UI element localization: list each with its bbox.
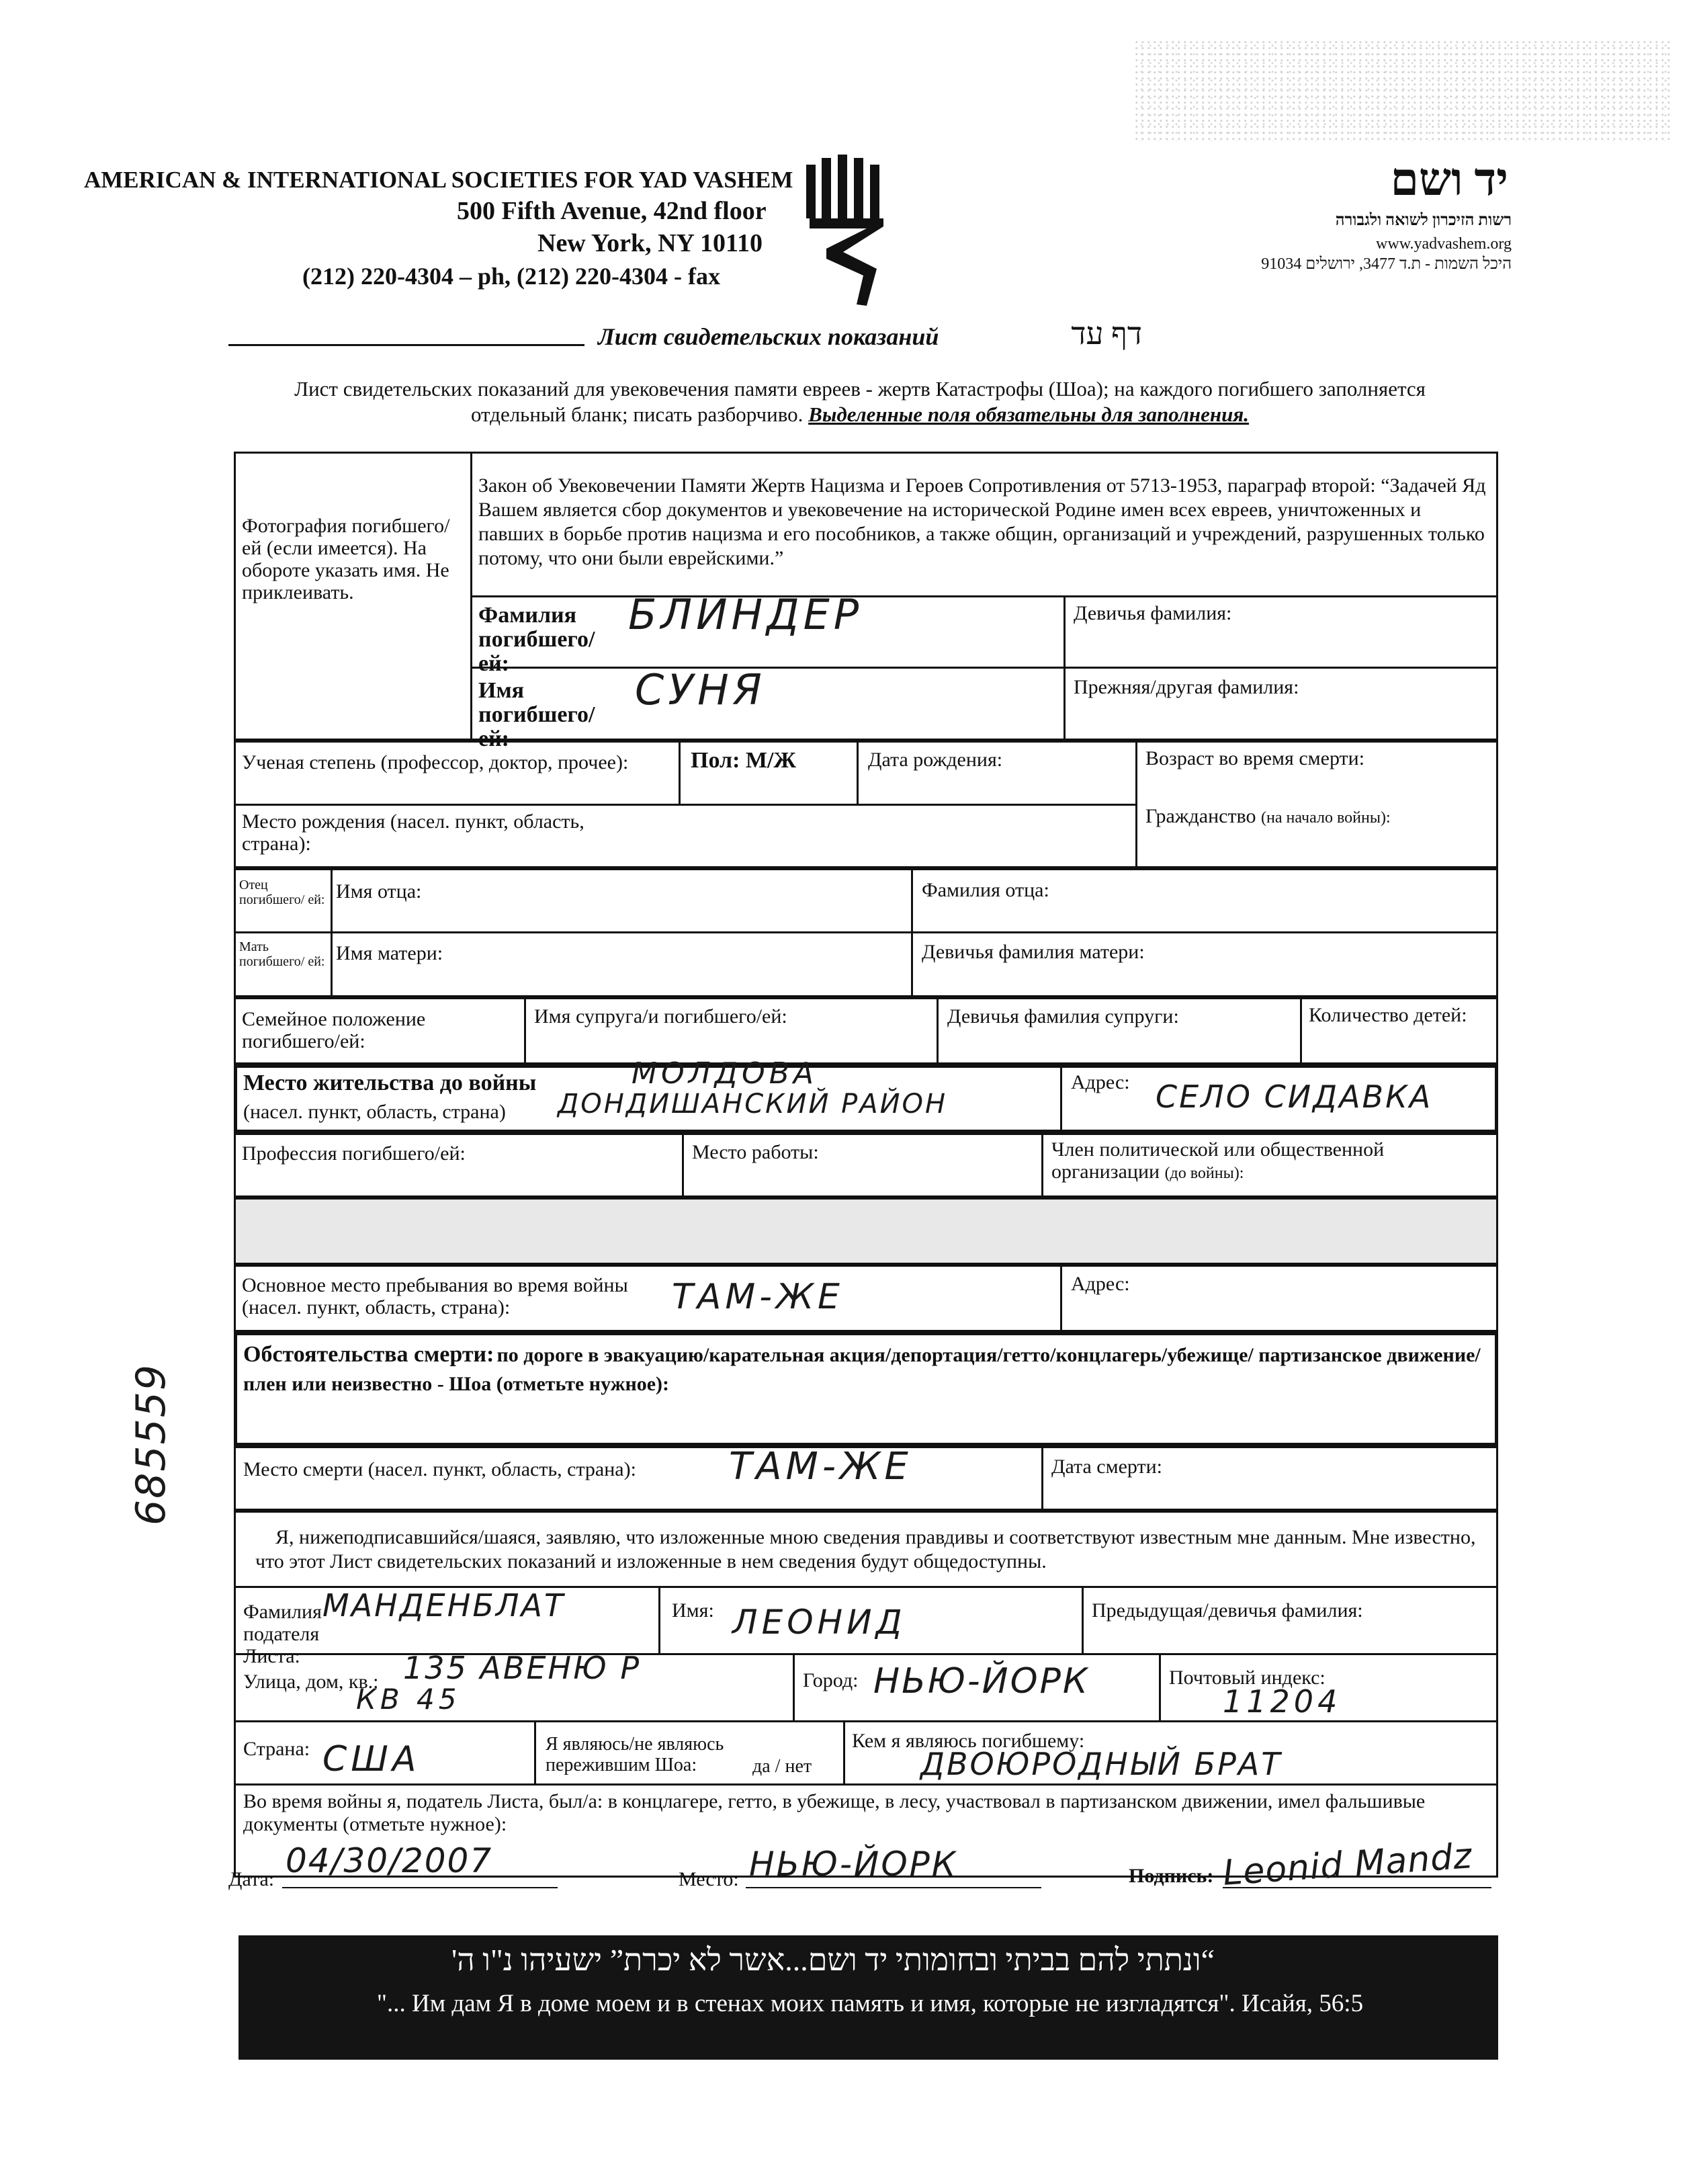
death-divider xyxy=(1041,1446,1043,1511)
first-name-label: Имя погибшего/ей: xyxy=(478,678,595,751)
circumstances xyxy=(243,1343,1486,1400)
birth-rule xyxy=(234,804,1135,806)
submitter-name-value[interactable]: ЛЕОНИД xyxy=(732,1603,906,1642)
date-label: Дата: xyxy=(228,1868,275,1890)
date-value[interactable]: 04/30/2007 xyxy=(286,1841,493,1880)
death-place-label: Место смерти (насел. пункт, область, страна): xyxy=(243,1458,636,1480)
prev-name-label: Прежняя/другая фамилия: xyxy=(1074,676,1299,698)
org-address-line2: New York, NY 10110 xyxy=(537,229,763,257)
degree-label: Ученая степень (профессор, доктор, прочее): xyxy=(242,751,629,773)
submitter-divider-1 xyxy=(658,1586,660,1653)
gender-divider xyxy=(857,741,859,804)
street-divider xyxy=(793,1653,795,1720)
profession-label: Профессия погибшего/ей: xyxy=(242,1142,466,1165)
war-address-label: Адрес: xyxy=(1071,1273,1130,1295)
place-line xyxy=(746,1887,1041,1888)
side-number: 685559 xyxy=(128,1363,175,1525)
form-title-hebrew: דף עד xyxy=(1071,317,1142,351)
death-date-label: Дата смерти: xyxy=(1051,1456,1163,1478)
marital-label: Семейное положение погибшего/ей: xyxy=(242,1008,426,1052)
birth-place-label: Место рождения (насел. пункт, область, страна): xyxy=(242,810,584,855)
citizenship-note: (на начало войны): xyxy=(1261,809,1391,827)
place-value[interactable]: НЬЮ-ЙОРК xyxy=(749,1845,958,1884)
member-label xyxy=(1051,1138,1481,1185)
survivor-label: Я являюсь/не являюсь пережившим Шоа: xyxy=(546,1734,724,1775)
country-value[interactable]: США xyxy=(322,1739,421,1779)
residence-label: Место жительства до войны xyxy=(243,1070,537,1095)
intro-main: Лист свидетельских показаний для увековечения памяти евреев - жертв Катастрофы (Шоа); на каждого погибшего заполняется отдельный бланк; писать разборчиво. xyxy=(294,377,1426,426)
submitter-divider-2 xyxy=(1082,1586,1084,1653)
hebrew-subtitle: רשות הזיכרון לשואה ולגבורה xyxy=(1335,212,1512,229)
country-label: Страна: xyxy=(243,1738,310,1760)
surname-value[interactable]: БЛИНДЕР xyxy=(628,590,863,639)
spouse-label: Имя супруга/и погибшего/ей: xyxy=(534,1005,787,1027)
photo-box: Фотография погибшего/ей (если имеется). На обороте указать имя. Не приклеивать. xyxy=(242,515,450,603)
spouse-divider xyxy=(937,997,939,1064)
relation-value[interactable]: ДВОЮРОДНЫЙ БРАТ xyxy=(920,1746,1283,1782)
city-label: Город: xyxy=(803,1669,859,1691)
workplace-label: Место работы: xyxy=(692,1141,819,1163)
residence-divider xyxy=(1060,1064,1062,1133)
spouse-maiden-label: Девичья фамилия супруги: xyxy=(947,1005,1179,1027)
submitter-prev-label: Предыдущая/девичья фамилия: xyxy=(1092,1599,1363,1622)
hebrew-title: יד ושם xyxy=(1390,154,1508,205)
street-label: Улица, дом, кв.: xyxy=(243,1671,379,1693)
relation-label: Кем я являюсь погибшему: xyxy=(852,1730,1085,1752)
org-phone: (212) 220-4304 – ph, (212) 220-4304 - fax xyxy=(302,263,720,290)
residence-value-2[interactable]: ДОНДИШАНСКИЙ РАЙОН xyxy=(558,1089,948,1120)
age-label: Возраст во время смерти: xyxy=(1145,747,1365,769)
member-note: (до войны): xyxy=(1164,1165,1244,1182)
father-name-label: Имя отца: xyxy=(336,880,422,902)
gender-label: Пол: М/Ж xyxy=(691,748,797,773)
website: www.yadvashem.org xyxy=(1376,235,1512,253)
spouse-maiden-divider xyxy=(1300,997,1302,1064)
hebrew-address: היכל השמות - ת.ד 3477, ירושלים 91034 xyxy=(1261,255,1512,273)
form-block-blank xyxy=(234,1198,1498,1265)
form-title: Лист свидетельских показаний xyxy=(598,323,939,350)
law-text: Закон об Увековечении Памяти Жертв Нацизма и Героев Сопротивления от 5713-1953, параграф второй: “Задачей Яд Вашем является сбор документов и увековечение на исторической Родине имен всех евреев, уничтоженных и павших в борьбе против нацизма и его пособников, а также общин, организаций и учреждений, разрушенных только потому, что они были еврейскими.” xyxy=(478,474,1486,569)
citizenship-text: Гражданство xyxy=(1145,805,1256,827)
maiden-name-label: Девичья фамилия: xyxy=(1074,602,1232,624)
marital-divider xyxy=(524,997,526,1064)
war-place-value[interactable]: ТАМ-ЖЕ xyxy=(672,1277,844,1317)
first-name-value[interactable]: СУНЯ xyxy=(635,665,766,714)
war-place-label: Основное место пребывания во время войны (насел. пункт, область, страна): xyxy=(242,1274,628,1318)
birth-date-label: Дата рождения: xyxy=(868,749,1003,771)
zip-label: Почтовый индекс: xyxy=(1169,1667,1326,1689)
name-rule xyxy=(470,667,1498,669)
parent-name-divider xyxy=(911,868,913,997)
submitter-rule-4 xyxy=(234,1783,1498,1786)
workplace-divider xyxy=(1041,1133,1043,1198)
death-place-value[interactable]: ТАМ-ЖЕ xyxy=(729,1445,912,1488)
intro-bold: Выделенные поля обязательны для заполнения. xyxy=(808,403,1250,426)
signature-label: Подпись: xyxy=(1129,1865,1214,1887)
org-address-line1: 500 Fifth Avenue, 42nd floor xyxy=(457,197,767,225)
survivor-options[interactable]: да / нет xyxy=(752,1756,812,1777)
footer-hebrew-quote: “ונתתי להם בביתי ובחומותי יד ושם...אשר לא יכרת” ישעיהו נ"ו ה' xyxy=(451,1943,1215,1977)
residence-sub: (насел. пункт, область, страна) xyxy=(243,1101,506,1123)
street-value-1[interactable]: 135 АВЕНЮ Р xyxy=(403,1650,642,1686)
parent-box-divider xyxy=(331,868,333,997)
intro-text xyxy=(265,376,1455,427)
survivor-divider xyxy=(843,1720,845,1783)
submitter-rule-3 xyxy=(234,1720,1498,1722)
street-value-2[interactable]: КВ 45 xyxy=(356,1683,461,1716)
signature-line xyxy=(1223,1887,1491,1888)
mother-name-label: Имя матери: xyxy=(336,942,443,964)
yad-vashem-logo xyxy=(803,151,890,312)
date-line xyxy=(282,1887,558,1888)
parents-rule xyxy=(234,931,1498,933)
profession-divider xyxy=(682,1133,684,1198)
circumstances-label: Обстоятельства смерти: xyxy=(243,1342,494,1367)
city-divider xyxy=(1159,1653,1161,1720)
scan-noise xyxy=(1135,40,1673,141)
country-divider xyxy=(534,1720,536,1783)
place-label: Место: xyxy=(679,1868,739,1890)
zip-value[interactable]: 11204 xyxy=(1223,1683,1342,1720)
father-box-label: Отец погибшего/ ей: xyxy=(239,878,325,907)
title-rule-left xyxy=(228,344,584,346)
law-rule xyxy=(470,595,1498,597)
circumstances-text: по дороге в эвакуацию/карательная акция/депортация/гетто/концлагерь/убежище/ партизанское движение/плен или неизвестно - Шоа (отметьте нужное): xyxy=(243,1344,1481,1395)
submitter-surname-label: Фамилия подателя Листа: xyxy=(243,1601,322,1667)
mother-maiden-label: Девичья фамилия матери: xyxy=(922,941,1145,963)
surname-label: Фамилия погибшего/ей: xyxy=(478,603,595,676)
children-label: Количество детей: xyxy=(1309,1004,1467,1026)
signature-value[interactable]: Leonid Mandz xyxy=(1221,1836,1474,1894)
declaration: Я, нижеподписавшийся/шаяся, заявляю, что изложенные мною сведения правдивы и соответствуют известным мне данным. Мне известно, что этот Лист свидетельских показаний и изложенные в нем сведения будут общедоступны. xyxy=(255,1526,1476,1572)
city-value[interactable]: НЬЮ-ЙОРК xyxy=(873,1661,1090,1702)
wartime-text: Во время войны я, податель Листа, был/а: в концлагере, гетто, в убежище, в лесу, участвовал в партизанском движении, имел фальшивые документы (отметьте нужное): xyxy=(243,1790,1426,1835)
birthdate-divider xyxy=(1135,741,1137,868)
residence-value-1[interactable]: МОЛДОВА xyxy=(632,1056,818,1091)
citizenship-label xyxy=(1145,805,1391,827)
father-surname-label: Фамилия отца: xyxy=(922,879,1049,901)
submitter-surname-value[interactable]: МАНДЕНБЛАТ xyxy=(322,1587,566,1624)
org-name: AMERICAN & INTERNATIONAL SOCIETIES FOR YAD VASHEM xyxy=(84,167,793,193)
mother-box-label: Мать погибшего/ ей: xyxy=(239,939,325,969)
address-label: Адрес: xyxy=(1071,1071,1130,1093)
member-text: Член политической или общественной организации xyxy=(1051,1138,1385,1183)
degree-divider xyxy=(679,741,681,804)
submitter-name-label: Имя: xyxy=(672,1599,714,1622)
footer-russian-quote: "... Им дам Я в доме моем и в стенах моих память и имя, которые не изгладятся". Исайя, 56:5 xyxy=(376,1990,1364,2017)
war-place-divider xyxy=(1060,1265,1062,1332)
address-value[interactable]: СЕЛО СИДАВКА xyxy=(1156,1079,1433,1115)
